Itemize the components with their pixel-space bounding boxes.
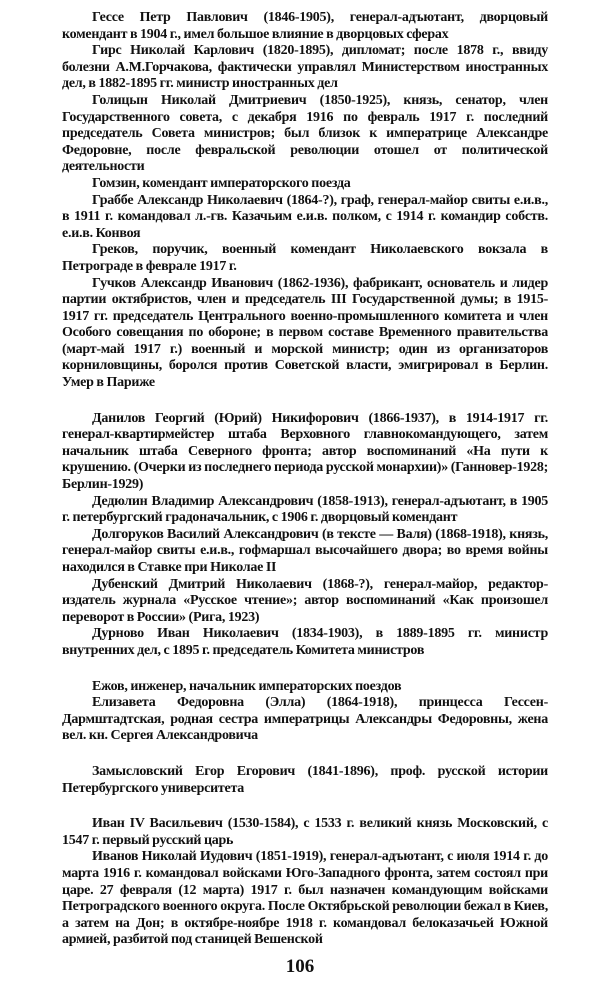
entry-elizaveta: Елизавета Федоровна (Элла) (1864-1918), принцесса Гессен-Дармштадтская, родная сестра императрицы Александры Федоровны, жена вел. кн. Сергея Александровича: [62, 695, 548, 744]
entry-dedyulin: Дедюлин Владимир Александрович (1858-1913), генерал-адъютант, в 1905 г. петербургский градоначальник, с 1906 г. дворцовый комендант: [62, 493, 548, 526]
entry-grabbe: Граббе Александр Николаевич (1864-?), граф, генерал-майор свиты е.и.в., в 1911 г. командовал л.-гв. Казачьим е.и.в. полком, с 1914 г. командир собств. е.и.в. Конвоя: [62, 192, 548, 241]
entry-ivan-iv: Иван IV Васильевич (1530-1584), с 1533 г. великий князь Московский, с 1547 г. первый русский царь: [62, 816, 548, 848]
entry-grekov: Греков, поручик, военный комендант Николаевского вокзала в Петрограде в феврале 1917 г.: [62, 242, 548, 274]
entry-gomzin: Гомзин, комендант императорского поезда: [92, 175, 351, 191]
entry-durnovo: Дурново Иван Николаевич (1834-1903), в 1889-1895 гг. министр внутренних дел, с 1895 г. председатель Комитета министров: [62, 626, 548, 658]
entry-group-g: [62, 10, 548, 392]
entry-group-e: [62, 679, 548, 745]
entry-group-i: [62, 816, 548, 949]
entry-danilov: Данилов Георгий (Юрий) Никифорович (1866-1937), в 1914-1917 гг. генерал-квартирмейстер штаба Верховного главнокомандующего, затем начальник штаба Северного фронта; автор воспоминаний «На пути к крушению. (Очерки из последнего периода русской монархии)» (Ганновер-1928; Берлин-1929): [62, 410, 548, 493]
entry-ezhov: Ежов, инженер, начальник императорских поездов: [92, 678, 402, 694]
entry-guchkov: Гучков Александр Иванович (1862-1936), фабрикант, основатель и лидер партии октябристов, член и председатель III Государственной думы; в 1915-1917 гг. председатель Центрального военно-промышленного комитета и член Особого совещания по обороне; в первом составе Временного правительства (март-май 1917 г.) военный и морской министр; один из организаторов корниловщины, боролся против Советской власти, эмигрировал в Берлин. Умер в Париже: [62, 275, 548, 391]
entry-group-z: [62, 764, 548, 797]
entry-dubensky: Дубенский Дмитрий Николаевич (1868-?), генерал-майор, редактор-издатель журнала «Русское чтение»; автор воспоминаний «Как произошел переворот в России» (Рига, 1923): [62, 576, 548, 625]
text-column: [62, 10, 548, 949]
entry-group-d: [62, 411, 548, 660]
entry-dolgorukov: Долгоруков Василий Александрович (в тексте — Валя) (1868-1918), князь, генерал-майор свиты е.и.в., гофмаршал высочайшего двора; во время войны находился в Ставке при Николае II: [62, 526, 548, 575]
page-number: 106: [285, 956, 315, 977]
entry-golitsyn: Голицын Николай Дмитриевич (1850-1925), князь, сенатор, член Государственного совета, с декабря 1916 по февраль 1917 г. последний председатель Совета министров; был близок к императрице Александре Федоровне, после февральской революции отошел от политической деятельности: [62, 92, 548, 175]
entry-zamyslovsky: Замысловский Егор Егорович (1841-1896), проф. русской истории Петербургского университета: [62, 763, 548, 796]
entry-gesse: Гессе Петр Павлович (1846-1905), генерал-адъютант, дворцовый комендант в 1904 г., имел большое влияние в дворцовых сферах: [62, 10, 548, 42]
entry-girs: Гирс Николай Карлович (1820-1895), дипломат; после 1878 г., ввиду болезни А.М.Горчакова, фактически управлял Министерством иностранных дел, в 1882-1895 гг. министр иностранных дел: [62, 43, 548, 92]
entry-ivanov: Иванов Николай Иудович (1851-1919), генерал-адъютант, с июля 1914 г. до марта 1916 г. командовал войсками Юго-Западного фронта, затем состоял при царе. 27 февраля (12 марта) 1917 г. был назначен командующим войсками Петроградского военного округа. После Октябрьской революции бежал в Киев, а затем на Дон; в октябре-ноябре 1918 г. командовал белоказачьей Южной армией, разбитой под станицей Вешенской: [62, 849, 548, 948]
